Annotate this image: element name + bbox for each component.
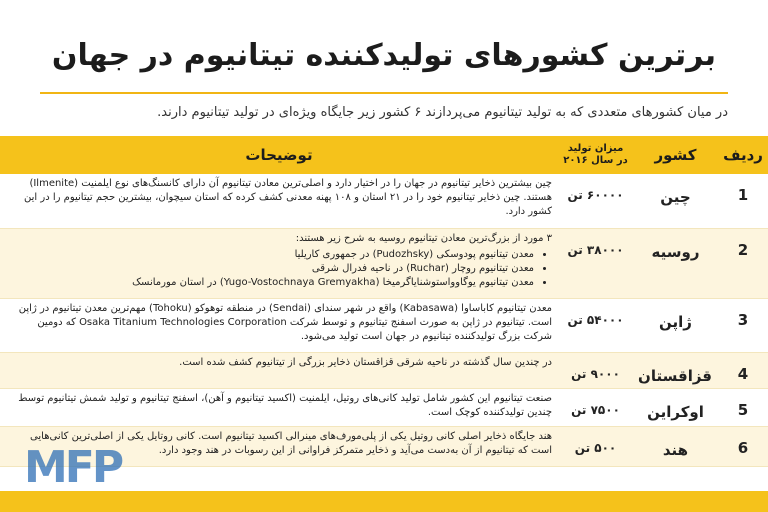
country-name: هند (633, 426, 718, 466)
table-row (0, 228, 768, 298)
mine-list (6, 248, 534, 290)
row-number: 4 (718, 352, 768, 388)
page-subtitle: در میان کشورهای متعددی که به تولید تیتانیوم می‌پردازند ۶ کشور زیر جایگاه ویژه‌ای در تولید تیتانیوم دارند. (157, 105, 728, 120)
country-name: اوکراین (633, 388, 718, 426)
list-item: • معدن تیتانیوم پودوسکی (Pudozhsky) در جمهوری کاریلیا (6, 248, 534, 262)
header-production-line1: میزان تولید (567, 143, 624, 154)
logo-text: MFP (24, 442, 122, 488)
footer-bar (0, 491, 768, 512)
table-row (0, 388, 768, 426)
row-number: 6 (718, 426, 768, 466)
row-description: معدن تیتانیوم کاباساوا (Kabasawa) واقع در شهر سندای (Sendai) در منطقه توهوکو (Tohoku) مهم‌ترین معدن تیتانیوم در ژاپن است. تیتانیوم در ژاپن به صورت اسفنج تیتانیوم و توسط شرکت Osaka Titanium Technologies Corporation که دومین شرکت بزرگ تولیدکننده تیتانیوم در جهان است تولید می‌شود. (0, 298, 558, 352)
row-description: چین بیشترین ذخایر تیتانیوم در جهان را در اختیار دارد و اصلی‌ترین معادن تیتانیوم آن دارای کانسنگ‌های نوع ایلمنیت (Ilmenite) هستند. چین ذخایر تیتانیوم خود را در ۲۱ استان و ۱۰۸ پهنه معدنی کشف کرده که استان سیچوان، بیشترین حجم تیتانیوم را در این کشور دارد. (0, 174, 558, 228)
production-value: ۹۰۰۰ تن (558, 352, 633, 388)
mfp-logo-icon (22, 440, 132, 488)
page-title: برترین کشورهای تولیدکننده تیتانیوم در جهان (51, 38, 717, 73)
production-value: ۶۰۰۰۰ تن (558, 174, 633, 228)
production-value: ۵۰۰ تن (558, 426, 633, 466)
production-value: ۳۸۰۰۰ تن (558, 228, 633, 298)
row-number: 2 (718, 228, 768, 298)
table-header-row (0, 136, 768, 174)
country-name: قزاقستان (633, 352, 718, 388)
header-production-line2: در سال ۲۰۱۶ (563, 155, 628, 166)
list-item: • معدن تیتانیوم یوگاوواستوشنایاگرمیخا (Yugo-Vostochnaya Gremyakha) در استان مورمانسک (6, 276, 534, 290)
titanium-producers-table (0, 136, 768, 467)
table-row (0, 352, 768, 388)
production-value: ۷۵۰۰ تن (558, 388, 633, 426)
row-number: 3 (718, 298, 768, 352)
country-name: ژاپن (633, 298, 718, 352)
header-description: توضیحات (0, 136, 558, 174)
header-row-number: ردیف (718, 136, 768, 174)
description-intro: ۳ مورد از بزرگ‌ترین معادن تیتانیوم روسیه به شرح زیر هستند: (295, 232, 552, 244)
header-country: کشور (633, 136, 718, 174)
table-row (0, 298, 768, 352)
production-value: ۵۴۰۰۰ تن (558, 298, 633, 352)
header-production (558, 136, 633, 174)
country-name: چین (633, 174, 718, 228)
row-description: هند جایگاه ذخایر اصلی کانی روتیل یکی از پلی‌مورف‌های مینرالی اکسید تیتانیوم است. کانی روتایل یکی از اصلی‌ترین کانی‌هایی است که تیتانیوم از آن به‌دست می‌آید و ذخایر متمرکز فراوانی از این رسوبات در هند وجود دارد. (0, 426, 558, 466)
row-description: در چندین سال گذشته در ناحیه شرقی قزاقستان ذخایر بزرگی از تیتانیوم کشف شده است. (0, 352, 558, 388)
row-description: صنعت تیتانیوم این کشور شامل تولید کانی‌های روتیل، ایلمنیت (اکسید تیتانیوم و آهن)، اسفنج تیتانیوم و تولید شمش تیتانیوم توسط چندین تولیدکننده کوچک است. (0, 388, 558, 426)
title-divider (40, 92, 728, 94)
table-row (0, 174, 768, 228)
list-item: • معدن تیتانیوم روچار (Ruchar) در ناحیه فدرال شرقی (6, 262, 534, 276)
country-name: روسیه (633, 228, 718, 298)
row-description (0, 228, 558, 298)
row-number: 5 (718, 388, 768, 426)
row-number: 1 (718, 174, 768, 228)
